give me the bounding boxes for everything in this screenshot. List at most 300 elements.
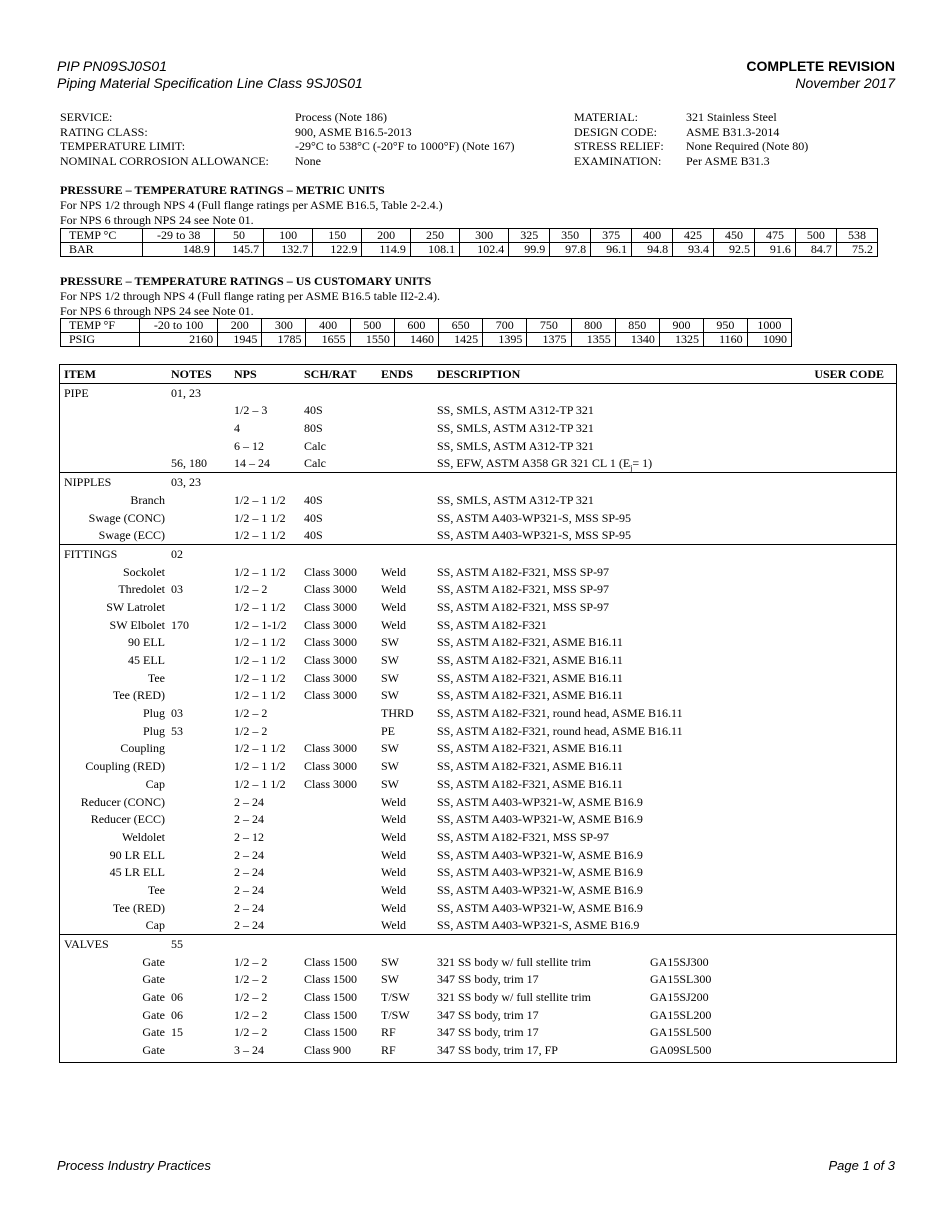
us-temp-row xyxy=(61,319,792,333)
group-notes: 55 xyxy=(171,937,183,951)
temp-cell: 325 xyxy=(509,229,550,243)
description-cell: SS, SMLS, ASTM A312-TP 321 xyxy=(437,492,594,507)
item-subtype: Plug xyxy=(142,706,165,721)
description-cell: 347 SS body, trim 17 xyxy=(437,1007,539,1022)
nps-cell: 1/2 – 2 xyxy=(234,582,268,597)
notes-cell: 03 xyxy=(171,706,183,721)
item-subtype: Reducer (CONC) xyxy=(80,794,165,809)
header-notes: NOTES xyxy=(171,367,212,381)
info-label: RATING CLASS: xyxy=(60,124,148,139)
rating-cell: 1425 xyxy=(439,333,483,347)
nps-cell: 2 – 24 xyxy=(234,882,264,897)
table-row xyxy=(60,580,896,598)
description-cell: SS, ASTM A182-F321, ASME B16.11 xyxy=(437,653,623,667)
rating-cell: 97.8 xyxy=(550,243,591,257)
nps-cell: 2 – 24 xyxy=(234,794,264,809)
sch-rat-cell: Class 1500 xyxy=(304,990,358,1005)
group-row xyxy=(60,472,896,491)
rating-cell: 1375 xyxy=(527,333,571,347)
ends-cell: T/SW xyxy=(381,1007,410,1022)
temp-cell: 500 xyxy=(350,319,394,333)
description-cell: 321 SS body w/ full stellite trim xyxy=(437,990,592,1005)
ends-cell: Weld xyxy=(381,918,407,933)
nps-cell: 1/2 – 1 1/2 xyxy=(234,635,286,650)
item-subtype: Gate xyxy=(142,1007,165,1022)
nps-cell: 1/2 – 2 xyxy=(234,954,268,969)
temp-cell: 1000 xyxy=(747,319,791,333)
table-row xyxy=(60,863,896,881)
item-subtype: Tee (RED) xyxy=(112,688,165,703)
rating-label-cell: BAR xyxy=(61,243,143,257)
temp-cell: 400 xyxy=(632,229,673,243)
temp-cell: 475 xyxy=(754,229,795,243)
rating-label-cell: PSIG xyxy=(61,333,140,347)
ends-cell: Weld xyxy=(381,812,407,827)
description-cell: SS, ASTM A403-WP321-W, ASME B16.9 xyxy=(437,865,643,880)
info-value: Process (Note 186) xyxy=(295,110,387,124)
notes-cell: 06 xyxy=(171,1007,183,1022)
item-subtype: 45 LR ELL xyxy=(109,865,165,880)
nps-cell: 1/2 – 1-1/2 xyxy=(234,617,287,632)
description-cell: SS, ASTM A403-WP321-W, ASME B16.9 xyxy=(437,882,643,897)
table-row xyxy=(60,509,896,527)
table-row xyxy=(60,1023,896,1041)
sch-rat-cell: 40S xyxy=(304,403,323,418)
temp-cell: 538 xyxy=(836,229,877,243)
group-notes: 03, 23 xyxy=(171,475,201,490)
rating-cell: 1460 xyxy=(394,333,438,347)
item-subtype: Plug xyxy=(142,723,165,738)
item-subtype: Thredolet xyxy=(118,582,165,597)
table-row xyxy=(60,669,896,687)
valve-code-cell: GA15SJ300 xyxy=(650,954,709,969)
rating-cell: 1550 xyxy=(350,333,394,347)
temp-cell: 300 xyxy=(262,319,306,333)
sch-rat-cell: Class 900 xyxy=(304,1043,352,1058)
nps-cell: 1/2 – 1 1/2 xyxy=(234,776,286,791)
group-notes: 01, 23 xyxy=(171,385,201,400)
group-row xyxy=(60,383,896,402)
notes-cell: 15 xyxy=(171,1025,183,1040)
metric-temp-row xyxy=(61,229,878,243)
description-cell: SS, ASTM A182-F321, MSS SP-97 xyxy=(437,564,610,579)
nps-cell: 1/2 – 1 1/2 xyxy=(234,510,286,525)
temp-cell: 250 xyxy=(410,229,459,243)
sch-rat-cell: Class 1500 xyxy=(304,954,358,969)
rating-cell: 1785 xyxy=(262,333,306,347)
table-row xyxy=(60,722,896,740)
nps-cell: 1/2 – 3 xyxy=(234,403,268,418)
description-cell: 347 SS body, trim 17, FP xyxy=(437,1043,558,1058)
ends-cell: Weld xyxy=(381,794,407,809)
nps-cell: 1/2 – 2 xyxy=(234,1025,268,1040)
nps-cell: 1/2 – 2 xyxy=(234,972,268,987)
table-row xyxy=(60,846,896,864)
header-nps: NPS xyxy=(234,367,257,381)
rating-cell: 1325 xyxy=(659,333,703,347)
temp-cell: 500 xyxy=(795,229,836,243)
info-label: DESIGN CODE: xyxy=(574,124,657,139)
rating-cell: 1160 xyxy=(704,333,748,347)
nps-cell: 1/2 – 2 xyxy=(234,990,268,1005)
ends-cell: SW xyxy=(381,759,399,774)
nps-cell: 1/2 – 1 1/2 xyxy=(234,492,286,507)
sch-rat-cell: Class 3000 xyxy=(304,688,358,703)
table-row xyxy=(60,616,896,634)
description-cell: SS, ASTM A182-F321, ASME B16.11 xyxy=(437,741,623,756)
description-cell: 347 SS body, trim 17 xyxy=(437,972,539,987)
rating-cell: 96.1 xyxy=(591,243,632,257)
info-label: STRESS RELIEF: xyxy=(574,139,664,153)
items-table xyxy=(59,364,897,1063)
sch-rat-cell: Class 3000 xyxy=(304,759,358,774)
item-subtype: Branch xyxy=(130,492,165,507)
description-cell: SS, ASTM A182-F321, ASME B16.11 xyxy=(437,635,623,650)
footer-page-number: Page 1 of 3 xyxy=(828,1158,895,1173)
nps-cell: 1/2 – 1 1/2 xyxy=(234,741,286,756)
info-value: 900, ASME B16.5-2013 xyxy=(295,124,412,139)
nps-cell: 1/2 – 2 xyxy=(234,1007,268,1022)
nps-cell: 4 xyxy=(234,421,240,436)
rating-cell: 148.9 xyxy=(143,243,214,257)
nps-cell: 1/2 – 2 xyxy=(234,723,268,738)
temp-label-cell: TEMP °F xyxy=(61,319,140,333)
item-subtype: Tee xyxy=(147,882,165,897)
rating-cell: 84.7 xyxy=(795,243,836,257)
nps-cell: 2 – 24 xyxy=(234,900,264,915)
valve-code-cell: GA15SJ200 xyxy=(650,990,709,1005)
sch-rat-cell: Class 3000 xyxy=(304,776,358,791)
rating-cell: 91.6 xyxy=(754,243,795,257)
description-cell: SS, ASTM A403-WP321-W, ASME B16.9 xyxy=(437,847,643,862)
group-name: PIPE xyxy=(64,385,89,400)
description-cell: SS, ASTM A403-WP321-S, MSS SP-95 xyxy=(437,528,632,543)
info-label: SERVICE: xyxy=(60,110,113,124)
ends-cell: RF xyxy=(381,1043,396,1058)
item-subtype: SW Latrolet xyxy=(106,599,165,614)
nps-cell: 6 – 12 xyxy=(234,438,264,453)
header-ends: ENDS xyxy=(381,367,414,381)
info-value: -29°C to 538°C (-20°F to 1000°F) (Note 167) xyxy=(295,139,515,153)
table-row xyxy=(60,775,896,793)
nps-cell: 14 – 24 xyxy=(234,456,270,471)
table-row xyxy=(60,437,896,455)
ends-cell: Weld xyxy=(381,882,407,897)
header-user-code: USER CODE xyxy=(814,367,884,381)
nps-cell: 2 – 24 xyxy=(234,812,264,827)
item-subtype: Sockolet xyxy=(123,564,165,579)
temp-cell: 200 xyxy=(362,229,411,243)
group-name: NIPPLES xyxy=(64,475,112,490)
nps-cell: 1/2 – 2 xyxy=(234,706,268,721)
temp-cell: 750 xyxy=(527,319,571,333)
table-row xyxy=(60,526,896,544)
item-subtype: Reducer (ECC) xyxy=(90,812,165,827)
ends-cell: SW xyxy=(381,635,399,650)
table-row xyxy=(60,828,896,846)
rating-cell: 92.5 xyxy=(714,243,755,257)
temp-cell: 700 xyxy=(483,319,527,333)
document-header-right xyxy=(746,58,895,92)
notes-cell: 06 xyxy=(171,990,183,1005)
nps-cell: 1/2 – 1 1/2 xyxy=(234,564,286,579)
table-row xyxy=(60,899,896,917)
description-cell: SS, ASTM A182-F321, ASME B16.11 xyxy=(437,759,623,774)
revision-label: COMPLETE REVISION xyxy=(746,58,895,74)
sch-rat-cell: Class 3000 xyxy=(304,599,358,614)
sch-rat-cell: 40S xyxy=(304,492,323,507)
item-subtype: Gate xyxy=(142,954,165,969)
temp-cell: 800 xyxy=(571,319,615,333)
notes-cell: 170 xyxy=(171,617,189,632)
description-cell: SS, ASTM A182-F321, MSS SP-97 xyxy=(437,599,610,614)
description-cell: SS, SMLS, ASTM A312-TP 321 xyxy=(437,421,594,436)
metric-value-row xyxy=(61,243,878,257)
description-cell: SS, ASTM A403-WP321-S, MSS SP-95 xyxy=(437,510,632,525)
nps-cell: 3 – 24 xyxy=(234,1043,264,1058)
document-title: Piping Material Specification Line Class 9SJ0S01 xyxy=(57,75,363,91)
nps-cell: 1/2 – 1 1/2 xyxy=(234,670,286,685)
ends-cell: RF xyxy=(381,1025,396,1040)
table-row xyxy=(60,757,896,775)
temp-cell: 900 xyxy=(659,319,703,333)
info-value: None Required (Note 80) xyxy=(686,139,809,153)
sch-rat-cell: Class 3000 xyxy=(304,582,358,597)
table-row xyxy=(60,810,896,828)
rating-cell: 1655 xyxy=(306,333,350,347)
temp-cell: 425 xyxy=(673,229,714,243)
ends-cell: SW xyxy=(381,776,399,791)
temp-cell: 300 xyxy=(460,229,509,243)
ends-cell: Weld xyxy=(381,617,407,632)
sch-rat-cell: Class 3000 xyxy=(304,741,358,756)
nps-cell: 1/2 – 1 1/2 xyxy=(234,759,286,774)
temp-cell: -20 to 100 xyxy=(140,319,218,333)
description-cell: SS, SMLS, ASTM A312-TP 321 xyxy=(437,403,594,418)
description-cell: SS, ASTM A182-F321, MSS SP-97 xyxy=(437,582,610,597)
table-row xyxy=(60,686,896,704)
temp-label-cell: TEMP °C xyxy=(61,229,143,243)
info-right-values xyxy=(686,110,808,168)
document-id: PIP PN09SJ0S01 xyxy=(57,58,167,74)
temp-cell: 200 xyxy=(218,319,262,333)
us-value-row xyxy=(61,333,792,347)
sch-rat-cell: Class 3000 xyxy=(304,635,358,650)
temp-cell: -29 to 38 xyxy=(143,229,214,243)
info-value: Per ASME B31.3 xyxy=(686,153,770,168)
item-subtype: 45 ELL xyxy=(128,653,165,667)
nps-cell: 2 – 24 xyxy=(234,918,264,933)
table-row xyxy=(60,970,896,988)
sch-rat-cell: 40S xyxy=(304,528,323,543)
sch-rat-cell: Class 1500 xyxy=(304,972,358,987)
description-cell: SS, ASTM A182-F321, MSS SP-97 xyxy=(437,829,610,844)
table-row xyxy=(60,739,896,757)
footer-organization: Process Industry Practices xyxy=(57,1158,211,1173)
item-subtype: Swage (ECC) xyxy=(98,528,165,543)
sch-rat-cell: Class 3000 xyxy=(304,653,358,667)
table-row xyxy=(60,401,896,419)
rating-cell: 2160 xyxy=(140,333,218,347)
table-row xyxy=(60,419,896,437)
ends-cell: Weld xyxy=(381,582,407,597)
table-row xyxy=(60,563,896,581)
table-bottom-padding xyxy=(60,1059,896,1062)
table-row xyxy=(60,454,896,472)
temp-cell: 350 xyxy=(550,229,591,243)
notes-cell: 53 xyxy=(171,723,183,738)
temp-cell: 950 xyxy=(704,319,748,333)
description-cell: SS, ASTM A182-F321, ASME B16.11 xyxy=(437,776,623,791)
item-subtype: 90 LR ELL xyxy=(109,847,165,862)
sch-rat-cell: 80S xyxy=(304,421,323,436)
table-row xyxy=(60,704,896,722)
metric-note-2: For NPS 6 through NPS 24 see Note 01. xyxy=(60,213,254,227)
metric-section-title: PRESSURE – TEMPERATURE RATINGS – METRIC UNITS xyxy=(60,183,385,197)
table-row xyxy=(60,881,896,899)
description-cell: SS, SMLS, ASTM A312-TP 321 xyxy=(437,438,594,453)
ends-cell: SW xyxy=(381,972,399,987)
sch-rat-cell: Calc xyxy=(304,438,326,453)
valve-code-cell: GA15SL200 xyxy=(650,1007,712,1022)
rating-cell: 93.4 xyxy=(673,243,714,257)
nps-cell: 1/2 – 1 1/2 xyxy=(234,688,286,703)
temp-cell: 100 xyxy=(264,229,313,243)
item-subtype: Coupling xyxy=(120,741,165,756)
table-row xyxy=(60,491,896,509)
items-header-row xyxy=(60,365,896,383)
valve-code-cell: GA15SL300 xyxy=(650,972,712,987)
item-subtype: Gate xyxy=(142,1043,165,1058)
group-notes: 02 xyxy=(171,546,183,561)
temp-cell: 600 xyxy=(394,319,438,333)
rating-cell: 114.9 xyxy=(362,243,411,257)
description-cell: SS, EFW, ASTM A358 GR 321 CL 1 $(E_j= 1)$ xyxy=(437,456,653,473)
group-row xyxy=(60,544,896,563)
item-subtype: Swage (CONC) xyxy=(88,510,165,525)
nps-cell: 2 – 24 xyxy=(234,865,264,880)
temp-cell: 850 xyxy=(615,319,659,333)
rating-cell: 1395 xyxy=(483,333,527,347)
table-row xyxy=(60,1006,896,1024)
item-subtype: Tee (RED) xyxy=(112,900,165,915)
table-row xyxy=(60,1041,896,1059)
item-subtype: Tee xyxy=(147,670,165,685)
info-label: EXAMINATION: xyxy=(574,153,662,168)
temp-cell: 650 xyxy=(439,319,483,333)
sch-rat-cell: Class 1500 xyxy=(304,1007,358,1022)
table-row xyxy=(60,793,896,811)
ends-cell: SW xyxy=(381,688,399,703)
description-cell: SS, ASTM A403-WP321-S, ASME B16.9 xyxy=(437,918,640,933)
temp-cell: 400 xyxy=(306,319,350,333)
info-label: NOMINAL CORROSION ALLOWANCE: xyxy=(60,153,269,168)
item-subtype: Cap xyxy=(145,918,165,933)
ends-cell: T/SW xyxy=(381,990,410,1005)
nps-cell: 1/2 – 1 1/2 xyxy=(234,653,286,667)
info-value: None xyxy=(295,153,321,168)
description-cell: SS, ASTM A403-WP321-W, ASME B16.9 xyxy=(437,794,643,809)
info-label: MATERIAL: xyxy=(574,110,638,124)
ends-cell: Weld xyxy=(381,564,407,579)
rating-cell: 102.4 xyxy=(460,243,509,257)
ends-cell: Weld xyxy=(381,829,407,844)
valve-code-cell: GA09SL500 xyxy=(650,1043,712,1058)
description-cell: SS, ASTM A403-WP321-W, ASME B16.9 xyxy=(437,900,643,915)
info-right-labels xyxy=(574,110,664,168)
item-subtype: Gate xyxy=(142,990,165,1005)
table-row xyxy=(60,953,896,971)
ends-cell: SW xyxy=(381,741,399,756)
us-note-2: For NPS 6 through NPS 24 see Note 01. xyxy=(60,304,254,318)
nps-cell: 2 – 24 xyxy=(234,847,264,862)
item-subtype: 90 ELL xyxy=(128,635,165,650)
sch-rat-cell: Class 3000 xyxy=(304,617,358,632)
description-cell: SS, ASTM A182-F321, round head, ASME B16.11 xyxy=(437,706,683,721)
table-row xyxy=(60,651,896,669)
info-label: TEMPERATURE LIMIT: xyxy=(60,139,186,153)
table-row xyxy=(60,598,896,616)
rating-cell: 108.1 xyxy=(410,243,459,257)
sch-rat-cell: 40S xyxy=(304,510,323,525)
header-item: ITEM xyxy=(64,367,97,381)
group-name: FITTINGS xyxy=(64,546,118,561)
nps-cell: 2 – 12 xyxy=(234,829,264,844)
rating-cell: 75.2 xyxy=(836,243,877,257)
temp-cell: 50 xyxy=(214,229,263,243)
us-ratings-table xyxy=(60,318,792,347)
notes-cell: 03 xyxy=(171,582,183,597)
table-row xyxy=(60,633,896,651)
notes-cell: 56, 180 xyxy=(171,456,207,471)
nps-cell: 1/2 – 1 1/2 xyxy=(234,599,286,614)
us-note-1: For NPS 1/2 through NPS 4 (Full flange rating per ASME B16.5 table II2-2.4). xyxy=(60,289,440,303)
description-cell: SS, ASTM A403-WP321-W, ASME B16.9 xyxy=(437,812,643,827)
nps-cell: 1/2 – 1 1/2 xyxy=(234,528,286,543)
info-value: ASME B31.3-2014 xyxy=(686,124,780,139)
item-subtype: Coupling (RED) xyxy=(85,759,165,774)
item-subtype: Weldolet xyxy=(121,829,165,844)
ends-cell: THRD xyxy=(381,706,414,721)
description-cell: 347 SS body, trim 17 xyxy=(437,1025,539,1040)
rating-cell: 132.7 xyxy=(264,243,313,257)
info-left-labels xyxy=(60,110,269,168)
sch-rat-cell: Calc xyxy=(304,456,326,471)
metric-note-1: For NPS 1/2 through NPS 4 (Full flange ratings per ASME B16.5, Table 2-2.4.) xyxy=(60,198,443,212)
header-sch-rat: SCH/RAT xyxy=(304,367,357,381)
rating-cell: 122.9 xyxy=(313,243,362,257)
table-row xyxy=(60,988,896,1006)
description-cell: SS, ASTM A182-F321, ASME B16.11 xyxy=(437,688,623,703)
description-cell: SS, ASTM A182-F321, round head, ASME B16.11 xyxy=(437,723,683,738)
description-cell: SS, ASTM A182-F321, ASME B16.11 xyxy=(437,670,623,685)
item-subtype: SW Elbolet xyxy=(109,617,165,632)
metric-ratings-table xyxy=(60,228,878,257)
rating-cell: 1090 xyxy=(747,333,791,347)
temp-cell: 150 xyxy=(313,229,362,243)
valve-code-cell: GA15SL500 xyxy=(650,1025,712,1040)
ends-cell: SW xyxy=(381,954,399,969)
table-row xyxy=(60,916,896,934)
item-subtype: Cap xyxy=(145,776,165,791)
info-left-values xyxy=(295,110,515,168)
rating-cell: 1340 xyxy=(615,333,659,347)
item-subtype: Gate xyxy=(142,1025,165,1040)
rating-cell: 1945 xyxy=(218,333,262,347)
temp-cell: 375 xyxy=(591,229,632,243)
rating-cell: 1355 xyxy=(571,333,615,347)
ends-cell: Weld xyxy=(381,599,407,614)
